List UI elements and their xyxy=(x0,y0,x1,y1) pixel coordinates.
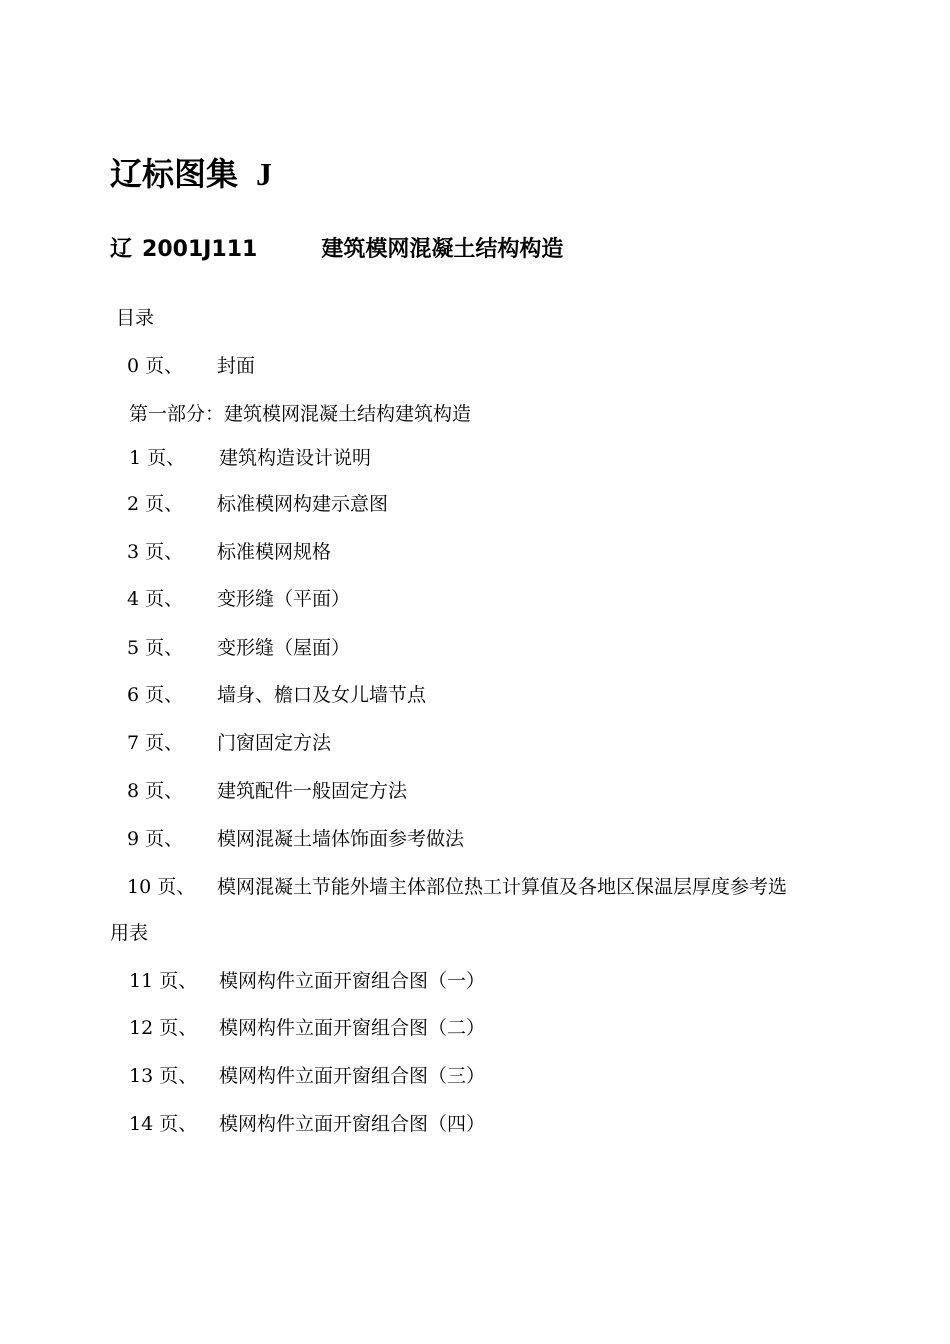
toc-entry-text: 墙身、檐口及女儿墙节点 xyxy=(217,684,427,706)
toc-entry xyxy=(127,351,255,381)
toc-entry xyxy=(127,776,407,806)
toc-entry-text: 模网混凝土墙体饰面参考做法 xyxy=(217,828,465,850)
toc-entry-page: 11 页、 xyxy=(129,970,198,992)
toc-entry-page: 9 页、 xyxy=(127,828,184,850)
toc-entry xyxy=(127,633,350,663)
toc-entry-page: 14 页、 xyxy=(129,1113,198,1135)
toc-entry xyxy=(127,728,331,758)
toc-heading: 目录 xyxy=(116,307,155,329)
toc-section-heading: 第一部分：建筑模网混凝土结构建筑构造 xyxy=(129,403,472,425)
toc-entry-text: 标准模网规格 xyxy=(217,541,332,563)
toc-entry-continuation: 用表 xyxy=(110,922,149,944)
toc-entry-text: 模网构件立面开窗组合图（四） xyxy=(219,1113,486,1135)
toc-entry xyxy=(129,443,371,473)
toc-entry-page: 2 页、 xyxy=(127,493,184,515)
toc-entry-text: 变形缝（平面） xyxy=(217,588,351,610)
toc-entry-page: 1 页、 xyxy=(129,447,186,469)
toc-entry xyxy=(127,680,426,710)
document-name: 建筑模网混凝土结构构造 xyxy=(321,237,564,262)
toc-entry-page: 6 页、 xyxy=(127,684,184,706)
toc-entry-text: 标准模网构建示意图 xyxy=(217,493,389,515)
toc-entry xyxy=(129,966,485,996)
toc-entry-text: 模网构件立面开窗组合图（三） xyxy=(219,1065,486,1087)
toc-entry xyxy=(129,1109,485,1139)
toc-entry-text: 封面 xyxy=(217,355,256,377)
toc-entry-text: 门窗固定方法 xyxy=(217,732,332,754)
document-title xyxy=(110,150,272,198)
toc-entry xyxy=(129,1061,485,1091)
title-text: 辽标图集 xyxy=(110,155,239,193)
toc-entry-page: 13 页、 xyxy=(129,1065,198,1087)
toc-entry xyxy=(129,1013,485,1043)
toc-entry-text: 模网构件立面开窗组合图（一） xyxy=(219,970,486,992)
toc-entry-text: 变形缝（屋面） xyxy=(217,637,351,659)
toc-entry xyxy=(127,489,388,519)
toc-entry-page: 4 页、 xyxy=(127,588,184,610)
document-code: 2001J111 xyxy=(142,237,258,262)
toc-entry-page: 3 页、 xyxy=(127,541,184,563)
title-suffix: J xyxy=(256,156,273,192)
toc-entry xyxy=(127,584,350,614)
code-prefix: 辽 xyxy=(110,237,133,262)
toc-entry-text: 建筑配件一般固定方法 xyxy=(217,780,408,802)
toc-entry xyxy=(127,872,787,902)
toc-entry-page: 5 页、 xyxy=(127,637,184,659)
toc-entry-text: 建筑构造设计说明 xyxy=(219,447,372,469)
toc-entry-text: 模网构件立面开窗组合图（二） xyxy=(219,1017,486,1039)
toc-entry-page: 7 页、 xyxy=(127,732,184,754)
toc-entry-page: 10 页、 xyxy=(127,876,196,898)
toc-entry xyxy=(127,824,464,854)
toc-entry-page: 8 页、 xyxy=(127,780,184,802)
toc-entry xyxy=(127,537,331,567)
document-subtitle xyxy=(110,232,563,268)
toc-entry-page: 12 页、 xyxy=(129,1017,198,1039)
toc-entry-text: 模网混凝土节能外墙主体部位热工计算值及各地区保温层厚度参考选 xyxy=(217,876,788,898)
toc-entry-page: 0 页、 xyxy=(127,355,184,377)
